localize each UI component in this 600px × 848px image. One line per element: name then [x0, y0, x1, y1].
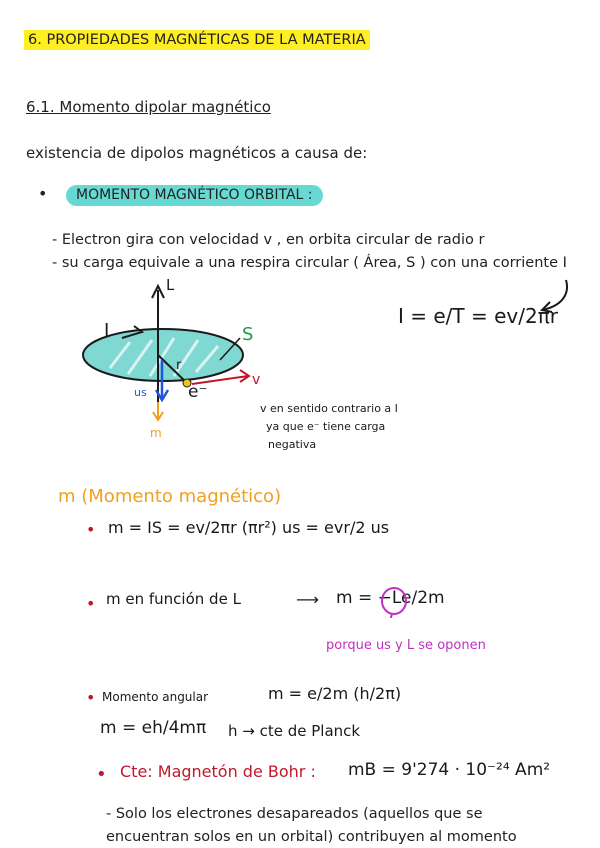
orbital-line-1: - Electron gira con velocidad v , en orbita circular de radio r — [52, 232, 485, 248]
footer-line-1: - Solo los electrones desapareados (aquellos que se — [106, 806, 483, 822]
page-title: 6. PROPIEDADES MAGNÉTICAS DE LA MATERIA — [24, 30, 370, 50]
equation-2-text: m en función de L — [106, 590, 241, 608]
bullet-icon: • — [86, 688, 96, 707]
orbital-heading: MOMENTO MAGNÉTICO ORBITAL : — [66, 185, 323, 206]
label-e: e⁻ — [188, 382, 208, 402]
bohr-formula: mB = 9'274 · 10⁻²⁴ Am² — [348, 760, 551, 780]
label-m: m — [150, 426, 162, 440]
label-v: v — [252, 372, 261, 388]
section-title: 6.1. Momento dipolar magnético — [26, 98, 271, 116]
equation-3-formula: m = e/2m (h/2π) — [268, 684, 402, 703]
bullet-icon: • — [86, 594, 96, 613]
equation-2-formula: m = −Le/2m — [336, 588, 445, 608]
current-formula: I = e/T = ev/2πr — [398, 304, 558, 328]
intro-text: existencia de dipolos magnéticos a causa de: — [26, 144, 368, 162]
label-I: I — [104, 320, 110, 341]
orbit-diagram — [70, 270, 280, 445]
bullet-icon: • — [38, 184, 48, 203]
equation-3b-formula: m = eh/4mπ — [100, 718, 207, 738]
direction-note-2: ya que e⁻ tiene carga — [266, 420, 386, 433]
equation-2-note: porque us y L se oponen — [326, 638, 486, 653]
label-S: S — [242, 324, 254, 345]
orbital-line-2: - su carga equivale a una respira circular ( Área, S ) con una corriente I — [52, 255, 567, 271]
circle-mark-icon — [378, 584, 410, 618]
direction-note-3: negativa — [268, 438, 317, 451]
momento-heading: m (Momento magnético) — [58, 486, 282, 507]
direction-note-1: v en sentido contrario a I — [260, 402, 398, 415]
planck-note: h → cte de Planck — [228, 722, 361, 740]
pointer-arrow-icon — [536, 276, 576, 316]
footer-line-2: encuentran solos en un orbital) contribuyen al momento — [106, 829, 517, 845]
bohr-label: Cte: Magnetón de Bohr : — [120, 762, 316, 781]
arrow-icon: ⟶ — [296, 590, 319, 609]
bullet-icon: • — [96, 764, 107, 785]
label-L: L — [166, 276, 175, 294]
label-r: r — [176, 358, 182, 373]
label-us: us — [134, 386, 147, 399]
equation-3-text: Momento angular — [102, 690, 209, 704]
equation-1: m = IS = ev/2πr (πr²) us = evr/2 us — [108, 518, 390, 537]
bullet-icon: • — [86, 520, 96, 539]
